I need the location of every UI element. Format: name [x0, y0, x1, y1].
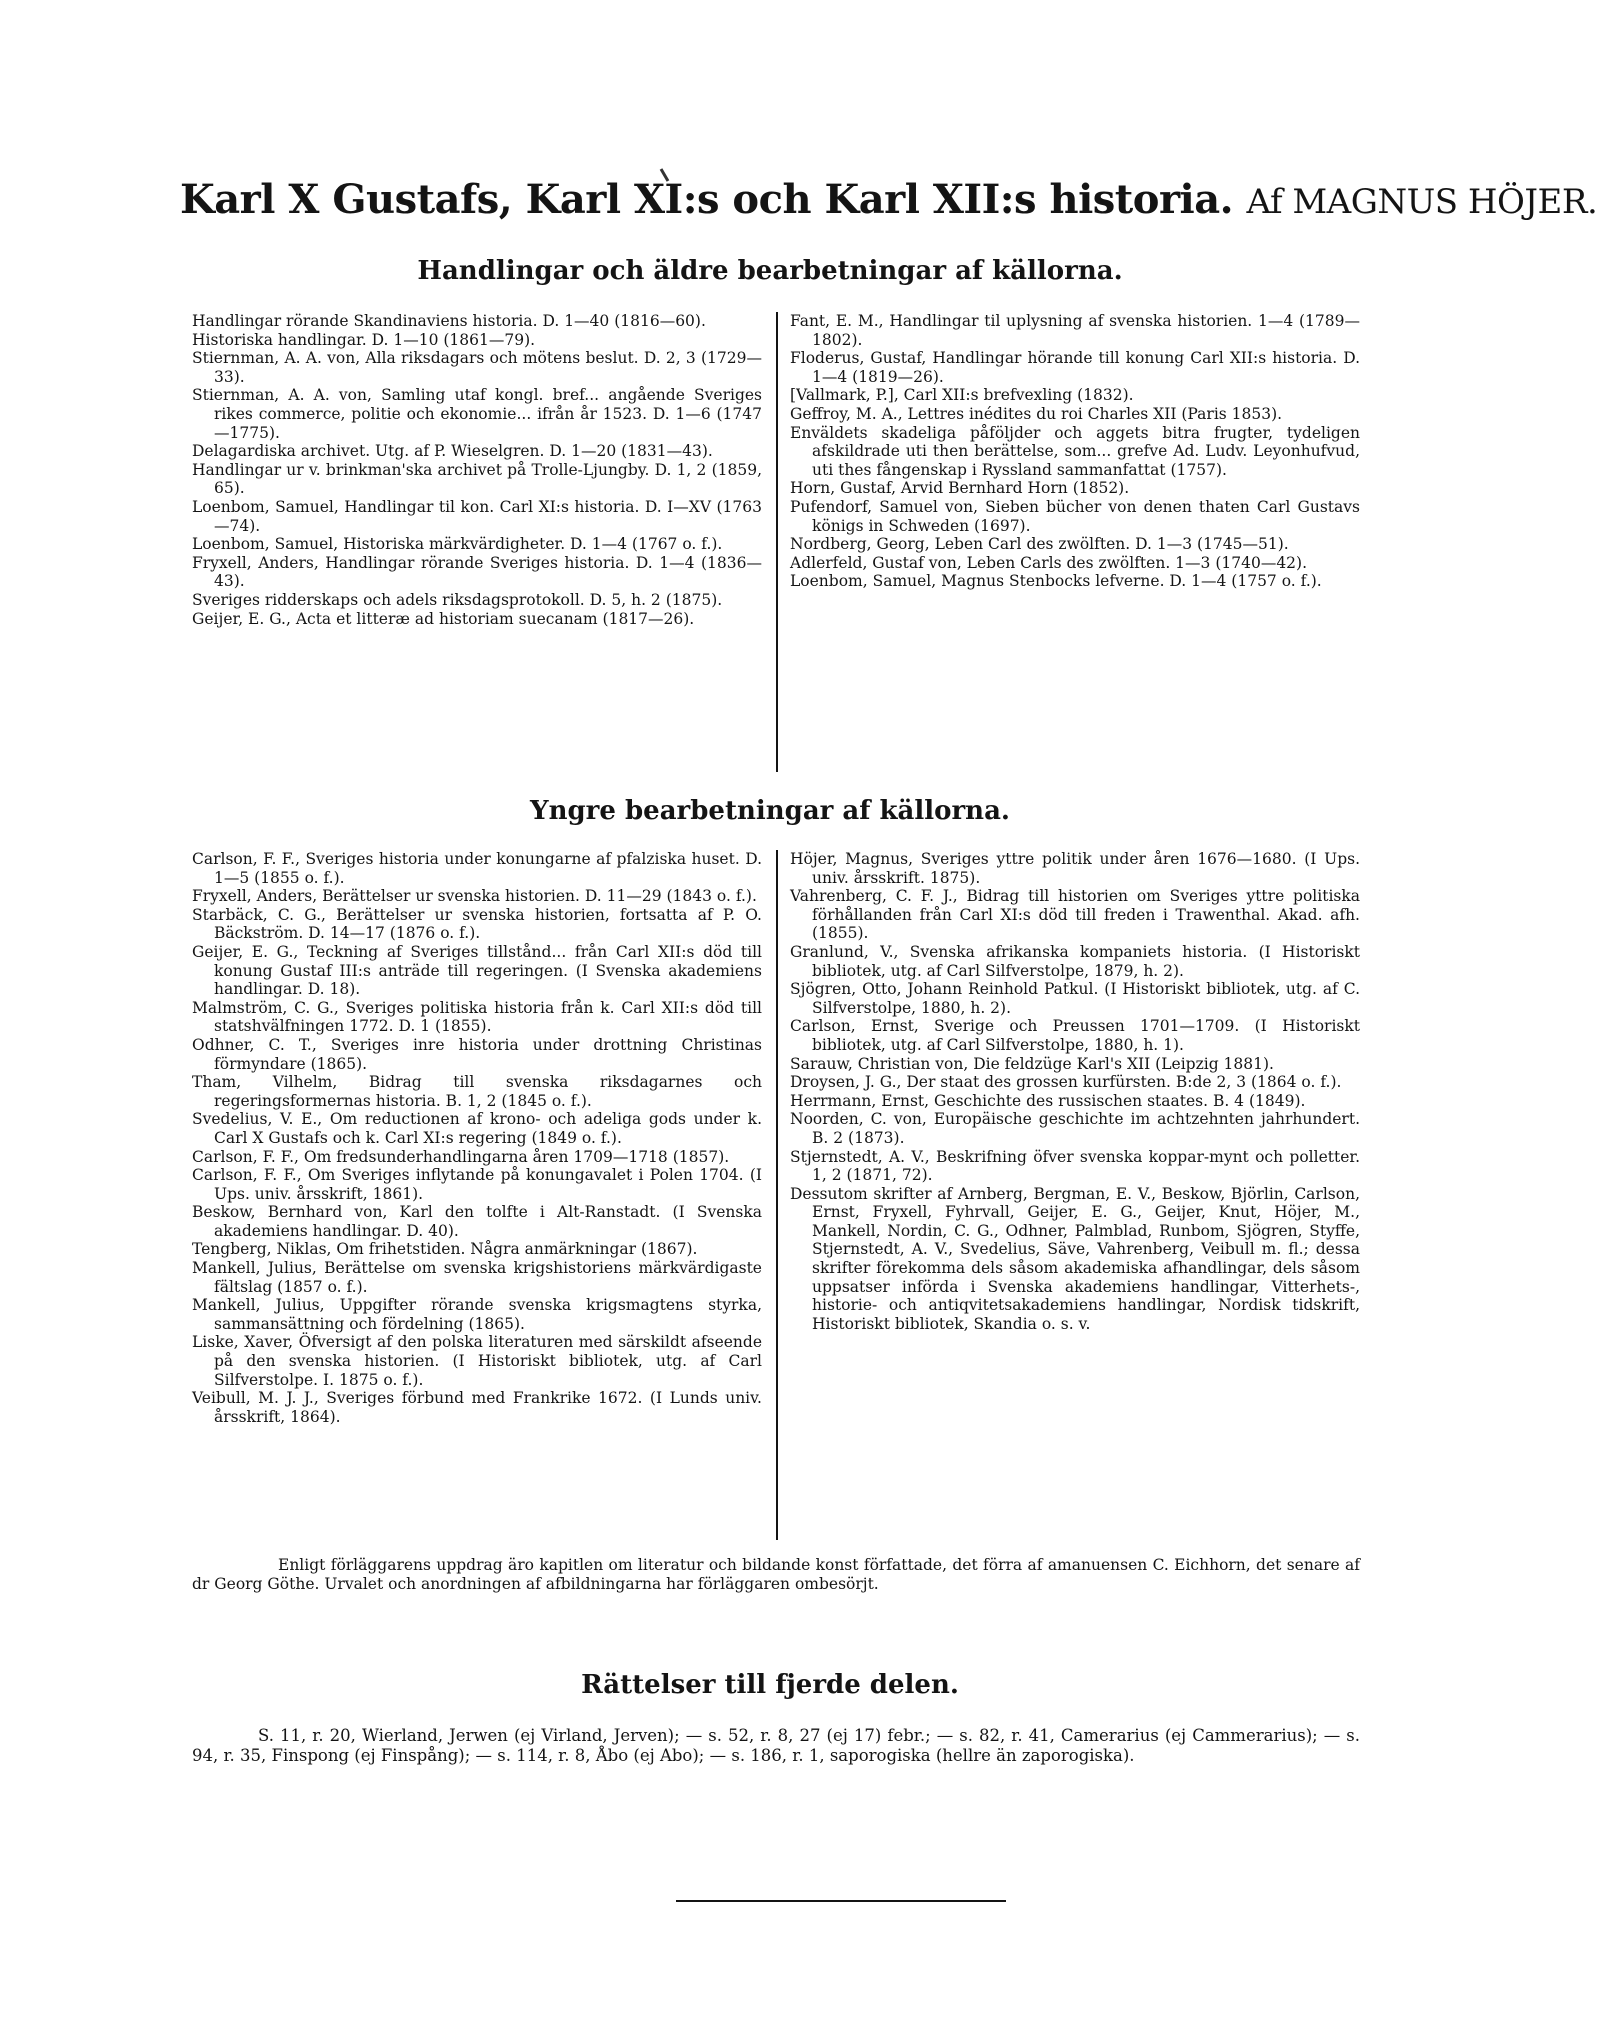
- list-item: Nordberg, Georg, Leben Carl des zwölften. D. 1—3 (1745—51).: [790, 535, 1289, 554]
- list-item: Fryxell, Anders, Berättelser ur svenska historien. D. 11—29 (1843 o. f.).: [192, 887, 757, 906]
- list-item: Malmström, C. G., Sveriges politiska historia från k. Carl XII:s död till statshvälfningen 1772. D. 1 (1855).: [192, 998, 762, 1036]
- sources-right-column: [790, 312, 1360, 591]
- list-item: Carlson, F. F., Sveriges historia under konungarne af pfalziska huset. D. 1—5 (1855 o. f.).: [192, 850, 762, 887]
- list-item: Handlingar rörande Skandinaviens historia. D. 1—40 (1816—60).: [192, 312, 706, 330]
- title-text: Karl X Gustafs, Karl XI:s och Karl XII:s historia.: [180, 176, 1234, 223]
- editor-note: Enligt förläggarens uppdrag äro kapitlen om literatur och bildande konst författade, det förra af amanuensen C. Eichhorn, det senare af dr Georg Göthe. Urvalet och anordningen af afbildningarna har förläggaren ombesörjt.: [192, 1556, 1360, 1593]
- list-item: Vahrenberg, C. F. J., Bidrag till historien om Sveriges yttre politiska förhållanden från Carl XI:s död till freden i Trawenthal. Akad. afh. (1855).: [790, 887, 1360, 943]
- sources-heading: Handlingar och äldre bearbetningar af källorna.: [417, 256, 1123, 286]
- list-item: Historiska handlingar. D. 1—10 (1861—79).: [192, 330, 536, 349]
- list-item: Floderus, Gustaf, Handlingar hörande till konung Carl XII:s historia. D. 1—4 (1819—26).: [790, 349, 1360, 386]
- list-item: Pufendorf, Samuel von, Sieben bücher von denen thaten Carl Gustavs königs in Schweden (1697).: [790, 497, 1360, 535]
- list-item: Stiernman, A. A. von, Samling utaf kongl. bref... angående Sveriges rikes commerce, politie och ekonomie... ifrån år 1523. D. 1—6 (1747—1775).: [192, 386, 762, 442]
- list-item: Loenbom, Samuel, Historiska märkvärdigheter. D. 1—4 (1767 o. f.).: [192, 535, 723, 554]
- list-item: [Vallmark, P.], Carl XII:s brefvexling (1832).: [790, 386, 1134, 405]
- page-title: [180, 176, 1597, 236]
- list-item: Handlingar ur v. brinkman'ska archivet på Trolle-Ljungby. D. 1, 2 (1859, 65).: [192, 460, 762, 498]
- list-item: Carlson, F. F., Om fredsunderhandlingarna åren 1709—1718 (1857).: [192, 1147, 730, 1166]
- author-credit: Af MAGNUS HÖJER.: [1246, 182, 1597, 222]
- list-item: Loenbom, Samuel, Handlingar til kon. Carl XI:s historia. D. I—XV (1763—74).: [192, 497, 762, 535]
- list-item: Sveriges ridderskaps och adels riksdagsprotokoll. D. 5, h. 2 (1875).: [192, 590, 723, 609]
- list-item: Mankell, Julius, Berättelse om svenska krigshistoriens märkvärdigaste fältslag (1857 o. f.).: [192, 1259, 762, 1296]
- list-item: Mankell, Julius, Uppgifter rörande svenska krigsmagtens styrka, sammansättning och fördelning (1865).: [192, 1296, 762, 1333]
- list-item: Droysen, J. G., Der staat des grossen kurfürsten. B:de 2, 3 (1864 o. f.).: [790, 1073, 1342, 1092]
- list-item: Loenbom, Samuel, Magnus Stenbocks lefverne. D. 1—4 (1757 o. f.).: [790, 572, 1322, 591]
- column-divider: [776, 312, 778, 772]
- list-item: Höjer, Magnus, Sveriges yttre politik under åren 1676—1680. (I Ups. univ. årsskrift. 1875).: [790, 850, 1360, 887]
- list-item: Tham, Vilhelm, Bidrag till svenska riksdagarnes och regeringsformernas historia. B. 1, 2 (1845 o. f.).: [192, 1073, 762, 1110]
- list-item: Carlson, Ernst, Sverige och Preussen 1701—1709. (I Historiskt bibliotek, utg. af Carl Silfverstolpe, 1880, h. 1).: [790, 1017, 1360, 1054]
- list-item: Fryxell, Anders, Handlingar rörande Sveriges historia. D. 1—4 (1836—43).: [192, 553, 762, 591]
- list-item: Odhner, C. T., Sveriges inre historia under drottning Christinas förmyndare (1865).: [192, 1035, 762, 1073]
- list-item: Svedelius, V. E., Om reductionen af krono- och adeliga gods under k. Carl X Gustafs och k. Carl XI:s regering (1849 o. f.).: [192, 1110, 762, 1147]
- column-divider: [776, 850, 778, 1540]
- list-item: Adlerfeld, Gustaf von, Leben Carls des zwölften. 1—3 (1740—42).: [790, 553, 1308, 572]
- list-item: Geffroy, M. A., Lettres inédites du roi Charles XII (Paris 1853).: [790, 404, 1283, 423]
- list-item: Noorden, C. von, Europäische geschichte im achtzehnten jahrhundert. B. 2 (1873).: [790, 1110, 1360, 1147]
- list-item: Granlund, V., Svenska afrikanska kompaniets historia. (I Historiskt bibliotek, utg. af Carl Silfverstolpe, 1879, h. 2).: [790, 942, 1360, 980]
- later-works-right-column: [790, 850, 1360, 1333]
- errata-text: S. 11, r. 20, Wierland, Jerwen (ej Virland, Jerven); — s. 52, r. 8, 27 (ej 17) febr.; — s. 82, r. 41, Camerarius (ej Cammerarius); — s. 94, r. 35, Finspong (ej Finspång); — s. 114, r. 8, Åbo (ej Abo); — s. 186, r. 1, saporogiska (hellre än zaporogiska).: [192, 1726, 1360, 1765]
- list-item: Herrmann, Ernst, Geschichte des russischen staates. B. 4 (1849).: [790, 1091, 1306, 1110]
- list-item: Sarauw, Christian von, Die feldzüge Karl's XII (Leipzig 1881).: [790, 1054, 1274, 1073]
- list-item: Geijer, E. G., Acta et litteræ ad historiam suecanam (1817—26).: [192, 609, 695, 628]
- errata-heading: Rättelser till fjerde delen.: [581, 1670, 959, 1700]
- list-item: Starbäck, C. G., Berättelser ur svenska historien, fortsatta af P. O. Bäckström. D. 14—17 (1876 o. f.).: [192, 905, 762, 943]
- list-item: Stiernman, A. A. von, Alla riksdagars och mötens beslut. D. 2, 3 (1729—33).: [192, 349, 762, 386]
- list-item: Tengberg, Niklas, Om frihetstiden. Några anmärkningar (1867).: [192, 1240, 698, 1259]
- list-item: Veibull, M. J. J., Sveriges förbund med Frankrike 1672. (I Lunds univ. årsskrift, 1864).: [192, 1389, 762, 1426]
- list-item: Horn, Gustaf, Arvid Bernhard Horn (1852).: [790, 479, 1130, 498]
- list-item: Carlson, F. F., Om Sveriges inflytande på konungavalet i Polen 1704. (I Ups. univ. årsskrift, 1861).: [192, 1166, 762, 1203]
- later-works-heading: Yngre bearbetningar af källorna.: [530, 796, 1010, 826]
- list-item: Fant, E. M., Handlingar til uplysning af svenska historien. 1—4 (1789—1802).: [790, 312, 1360, 349]
- list-item: Enväldets skadeliga påföljder och aggets bitra frugter, tydeligen afskildrade uti then berättelse, som... grefve Ad. Ludv. Leyonhufvud, uti thes fångenskap i Ryssland sammanfattat (1757).: [790, 423, 1360, 479]
- list-item: Geijer, E. G., Teckning af Sveriges tillstånd... från Carl XII:s död till konung Gustaf III:s anträde till regeringen. (I Svenska akademiens handlingar. D. 18).: [192, 942, 762, 999]
- sources-left-column: [192, 312, 762, 628]
- footer-rule: [676, 1900, 1006, 1902]
- list-item: Delagardiska archivet. Utg. af P. Wieselgren. D. 1—20 (1831—43).: [192, 442, 713, 461]
- later-works-left-column: [192, 850, 762, 1426]
- list-item: Sjögren, Otto, Johann Reinhold Patkul. (I Historiskt bibliotek, utg. af C. Silfverstolpe, 1880, h. 2).: [790, 980, 1360, 1017]
- list-item: Dessutom skrifter af Arnberg, Bergman, E. V., Beskow, Björlin, Carlson, Ernst, Fryxell, Fyhrvall, Geijer, E. G., Geijer, Knut, Höjer, M., Mankell, Nordin, C. G., Odhner, Palmblad, Runbom, Sjögren, Styffe, Stjernstedt, A. V., Svedelius, Säve, Vahrenberg, Veibull m. fl.; dessa skrifter förekomma dels såsom akademiska afhandlingar, dels såsom uppsatser införda i Svenska akademiens handlingar, Vitterhets-, historie- och antiqvitetsakademiens handlingar, Nordisk tidskrift, Historiskt bibliotek, Skandia o. s. v.: [790, 1184, 1360, 1333]
- list-item: Stjernstedt, A. V., Beskrifning öfver svenska koppar-mynt och polletter. 1, 2 (1871, 72).: [790, 1147, 1360, 1185]
- list-item: Beskow, Bernhard von, Karl den tolfte i Alt-Ranstadt. (I Svenska akademiens handlingar. D. 40).: [192, 1203, 762, 1240]
- list-item: Liske, Xaver, Öfversigt af den polska literaturen med särskildt afseende på den svenska historien. (I Historiskt bibliotek, utg. af Carl Silfverstolpe. I. 1875 o. f.).: [192, 1333, 762, 1389]
